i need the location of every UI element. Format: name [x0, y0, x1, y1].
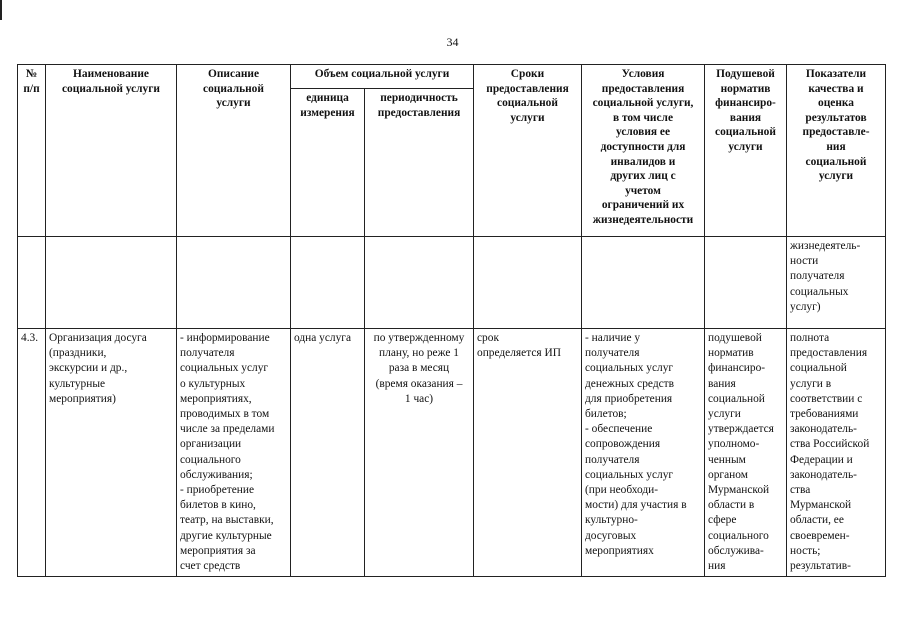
header-name: Наименование социальной услуги	[46, 65, 177, 237]
header-row	[18, 65, 886, 89]
social-services-table	[17, 64, 886, 577]
cell-indicators: полнота предоставления социальной услуги в соответствии с требованиями законодатель- ства Российской Федерации и законодатель- ства Мурманской области, ее своевремен- ность; результатив-	[787, 329, 886, 577]
cell-unit	[291, 237, 365, 329]
cell-terms: срок определяется ИП	[474, 329, 582, 577]
cell-indicators: жизнедеятель- ности получателя социальных услуг)	[787, 237, 886, 329]
page-edge-mark	[0, 0, 2, 20]
cell-num: 4.3.	[18, 329, 46, 577]
cell-description: - информирование получателя социальных услуг о культурных мероприятиях, проводимых в том числе за пределами организации социального обслуживания; - приобретение билетов в кино, театр, на выставки, другие культурные мероприятия за счет средств	[177, 329, 291, 577]
header-indicators: Показатели качества и оценка результатов предоставле- ния социальной услуги	[787, 65, 886, 237]
cell-name: Организация досуга (праздники, экскурсии и др., культурные мероприятия)	[46, 329, 177, 577]
cell-unit: одна услуга	[291, 329, 365, 577]
header-normative: Подушевой норматив финансиро- вания социальной услуги	[705, 65, 787, 237]
cell-normative	[705, 237, 787, 329]
cell-name	[46, 237, 177, 329]
cell-terms	[474, 237, 582, 329]
header-frequency: периодичность предоставления	[365, 89, 474, 237]
header-conditions: Условия предоставления социальной услуги, в том числе условия ее доступности для инвалидов и других лиц с учетом ограничений их жизнедеятельности	[582, 65, 705, 237]
header-volume: Объем социальной услуги	[291, 65, 474, 89]
cell-conditions	[582, 237, 705, 329]
service-row	[18, 329, 886, 577]
cell-frequency: по утвержденному плану, но реже 1 раза в месяц (время оказания – 1 час)	[365, 329, 474, 577]
continuation-row	[18, 237, 886, 329]
cell-num	[18, 237, 46, 329]
header-num: № п/п	[18, 65, 46, 237]
cell-frequency	[365, 237, 474, 329]
page-number: 34	[446, 35, 459, 49]
header-terms: Сроки предоставления социальной услуги	[474, 65, 582, 237]
cell-description	[177, 237, 291, 329]
cell-normative: подушевой норматив финансиро- вания социальной услуги утверждается уполномо- ченным органом Мурманской области в сфере социального обслужива- ния	[705, 329, 787, 577]
header-unit: единица измерения	[291, 89, 365, 237]
header-description: Описание социальной услуги	[177, 65, 291, 237]
cell-conditions: - наличие у получателя социальных услуг денежных средств для приобретения билетов; - обеспечение сопровождения получателя социальных услуг (при необходи- мости) для участия в культурно- досуговых мероприятиях	[582, 329, 705, 577]
